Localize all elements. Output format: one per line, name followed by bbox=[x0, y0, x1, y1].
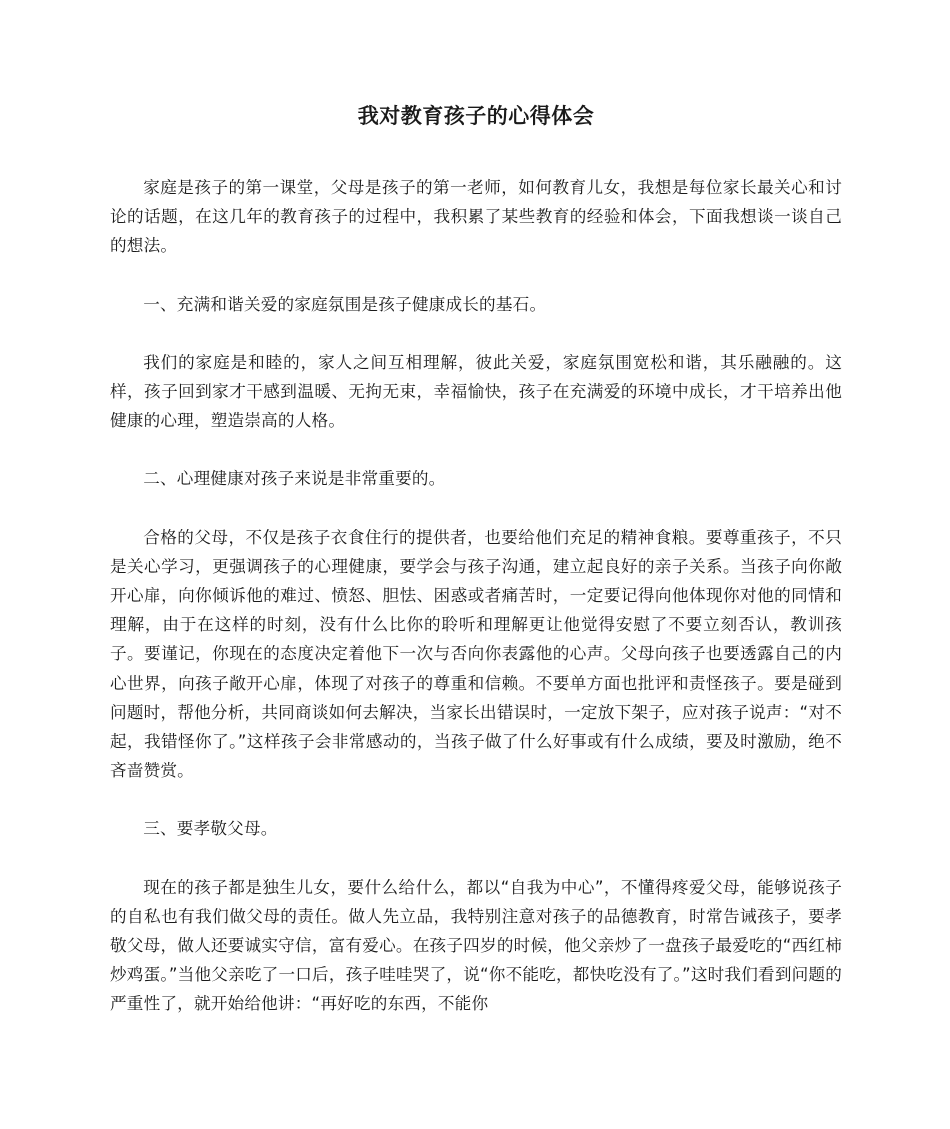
document-page bbox=[110, 96, 842, 1048]
section-heading-2: 二、心理健康对孩子来说是非常重要的。 bbox=[143, 469, 446, 489]
section-heading-1: 一、充满和谐关爱的家庭氛围是孩子健康成长的基石。 bbox=[143, 294, 547, 314]
section-3-paragraph: 现在的孩子都是独生儿女，要什么给什么，都以“自我为中心”，不懂得疼爱父母，能够说孩子的自私也有我们做父母的责任。做人先立品，我特别注意对孩子的品德教育，时常告诫孩子，要孝敬父母，做人还要诚实守信，富有爱心。在孩子四岁的时候，他父亲炒了一盘孩子最爱吃的“西红柿炒鸡蛋。”当他父亲吃了一口后，孩子哇哇哭了，说“你不能吃，都快吃没有了。”这时我们看到问题的严重性了，就开始给他讲：“再好吃的东西，不能你 bbox=[110, 877, 842, 1014]
section-2-paragraph: 合格的父母，不仅是孩子衣食住行的提供者，也要给他们充足的精神食粮。要尊重孩子，不只是关心学习，更强调孩子的心理健康，要学会与孩子沟通，建立起良好的亲子关系。当孩子向你敞开心扉，向你倾诉他的难过、愤怒、胆怯、困惑或者痛苦时，一定要记得向他体现你对他的同情和理解，由于在这样的时刻，没有什么比你的聆听和理解更让他觉得安慰了不要立刻否认，教训孩子。要谨记，你现在的态度决定着他下一次与否向你表露他的心声。父母向孩子也要透露自己的内心世界，向孩子敞开心扉，体现了对孩子的尊重和信赖。不要单方面也批评和责怪孩子。要是碰到问题时，帮他分析，共同商谈如何去解决，当家长出错误时，一定放下架子，应对孩子说声：“对不起，我错怪你了。”这样孩子会非常感动的，当孩子做了什么好事或有什么成绩，要及时激励，绝不吝啬赞赏。 bbox=[110, 527, 842, 781]
document-title: 我对教育孩子的心得体会 bbox=[357, 104, 595, 128]
section-heading-3: 三、要孝敬父母。 bbox=[143, 819, 278, 839]
intro-paragraph: 家庭是孩子的第一课堂，父母是孩子的第一老师，如何教育儿女，我想是每位家长最关心和讨论的话题，在这几年的教育孩子的过程中，我积累了某些教育的经验和体会，下面我想谈一谈自己的想法。 bbox=[110, 178, 842, 256]
section-1-paragraph: 我们的家庭是和睦的，家人之间互相理解，彼此关爱，家庭氛围宽松和谐，其乐融融的。这样，孩子回到家才干感到温暖、无拘无束，幸福愉快，孩子在充满爱的环境中成长，才干培养出他健康的心理，塑造崇高的人格。 bbox=[110, 352, 842, 431]
